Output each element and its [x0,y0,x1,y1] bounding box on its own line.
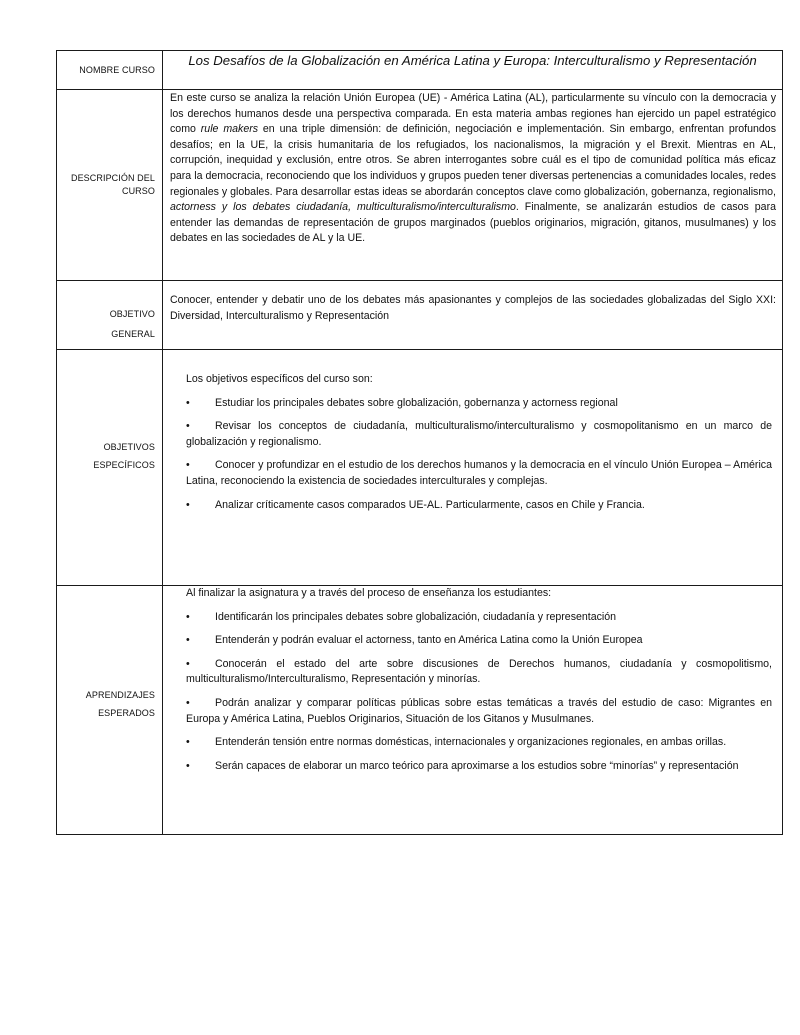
list-item-text: Conocer y profundizar en el estudio de los derechos humanos y la democracia en el vínculo Unión Europea – América Latina, reconociendo la existencia de sociedades interculturales y complejas. [186,459,772,487]
list-item-text: Identificarán los principales debates sobre globalización, ciudadanía y representación [215,610,617,623]
row-objetivos-especificos [57,350,783,586]
label-objetivos-especificos [57,350,163,586]
list-item-text: Analizar críticamente casos comparados UE-AL. Particularmente, casos en Chile y Francia. [215,498,645,511]
aprendizajes-cell [163,586,783,835]
list-item-text: Podrán analizar y comparar políticas públicas sobre estas temáticas a través del estudio de caso: Migrantes en Europa y América Latina, Pueblos Originarios, Situación de los Gitanos y Musulmanes. [186,696,772,725]
list-item [186,735,772,751]
course-title: Los Desafíos de la Globalización en América Latina y Europa: Interculturalismo y Representación [188,53,757,68]
objetivo-general-cell [163,281,783,350]
bullet-icon: • [186,396,190,409]
objetivos-especificos-cell [163,350,783,586]
list-item-text: Conocerán el estado del arte sobre discusiones de Derechos humanos, ciudadanía y cosmopolitismo, multiculturalismo/Interculturalismo, Representación y minorías. [186,657,772,686]
list-item [186,458,772,489]
objetivo-general-text: Conocer, entender y debatir uno de los debates más apasionantes y complejos de las sociedades globalizadas del Siglo XXI: Diversidad, Interculturalismo y Representación [170,294,776,322]
description-cell [163,90,783,281]
bullet-icon: • [186,420,190,433]
label-line: ESPECÍFICOS [93,460,155,470]
bullet-icon: • [186,736,190,749]
description-italic: rule makers [200,123,259,136]
objetivos-intro: Los objetivos específicos del curso son: [186,373,373,385]
label-descripcion [57,90,163,281]
label-aprendizajes-esperados [57,586,163,835]
bullet-icon: • [186,696,190,709]
label-nombre-curso [57,51,163,90]
label-line: APRENDIZAJES [85,690,155,700]
list-item-text: Revisar los conceptos de ciudadanía, multiculturalismo/interculturalismo y cosmopolitanismo en un marco de globalización y regionalismo. [186,420,772,448]
label-line: OBJETIVOS [103,442,155,452]
description-text: En este curso se analiza la relación Unión Europea (UE) - América Latina (AL), particularmente su vínculo con la democracia y los derechos humanos desde una perspectiva comparada. En esta materia ambas regiones han ejercido un papel estratégico como [170,92,776,136]
label-line: OBJETIVO [109,309,155,319]
bullet-icon: • [186,498,190,511]
list-item [186,419,772,450]
list-item-text: Estudiar los principales debates sobre globalización, gobernanza y actorness regional [215,396,618,409]
label-line: ESPERADOS [98,708,155,718]
bullet-icon: • [186,459,190,472]
description-text: en una triple dimensión: de definición, negociación e implementación. Sin embargo, enfrentan profundos desafíos; en la UE, la crisis humanitaria de los refugiados, los nacionalismos, la migración y el Brexit. Mientras en AL, corrupción, inequidad y exclusión, entre otros. Se abren interrogantes sobre cuál es el tipo de comunidad política más eficaz para la democracia, reconociendo que los individuos y grupos pueden tener diversas pertenencias a comunidades locales, redes regionales y globales. Para desarrollar estas ideas se abordarán conceptos clave como globalización, gobernanza, regionalismo, [170,123,776,198]
label-text: NOMBRE CURSO [79,65,155,75]
course-info-table [56,50,783,835]
list-item [186,696,772,727]
course-title-cell [163,51,783,90]
label-objetivo-general [57,281,163,350]
list-item [186,759,772,775]
list-item-text: Entenderán tensión entre normas domésticas, internacionales y organizaciones regionales, en ambas orillas. [215,736,727,749]
bullet-icon: • [186,634,190,647]
list-item-text: Entenderán y podrán evaluar el actorness, tanto en América Latina como la Unión Europea [215,634,643,647]
list-item [186,610,772,626]
list-item-text: Serán capaces de elaborar un marco teórico para aproximarse a los estudios sobre “minorías” y representación [215,759,739,772]
list-item [186,396,772,412]
bullet-icon: • [186,759,190,772]
description-text: . Finalmente, se analizarán estudios de casos para entender las demandas de representación de grupos marginados (pueblos originarios, migración, gitanos, musulmanes) y los debates en las sociedades de AL y la UE. [170,201,776,245]
row-aprendizajes-esperados [57,586,783,835]
description-italic: actorness y los debates ciudadanía, multiculturalismo/interculturalismo [170,201,516,214]
row-objetivo-general [57,281,783,350]
row-descripcion [57,90,783,281]
label-line: GENERAL [111,329,155,339]
list-item [186,633,772,649]
bullet-icon: • [186,657,190,670]
list-item [186,657,772,688]
label-line: DESCRIPCIÓN DEL [70,173,155,183]
aprendizajes-intro: Al finalizar la asignatura y a través del proceso de enseñanza los estudiantes: [186,587,552,599]
label-line: CURSO [121,186,155,196]
list-item [186,498,772,514]
bullet-icon: • [186,610,190,623]
row-nombre-curso [57,51,783,90]
